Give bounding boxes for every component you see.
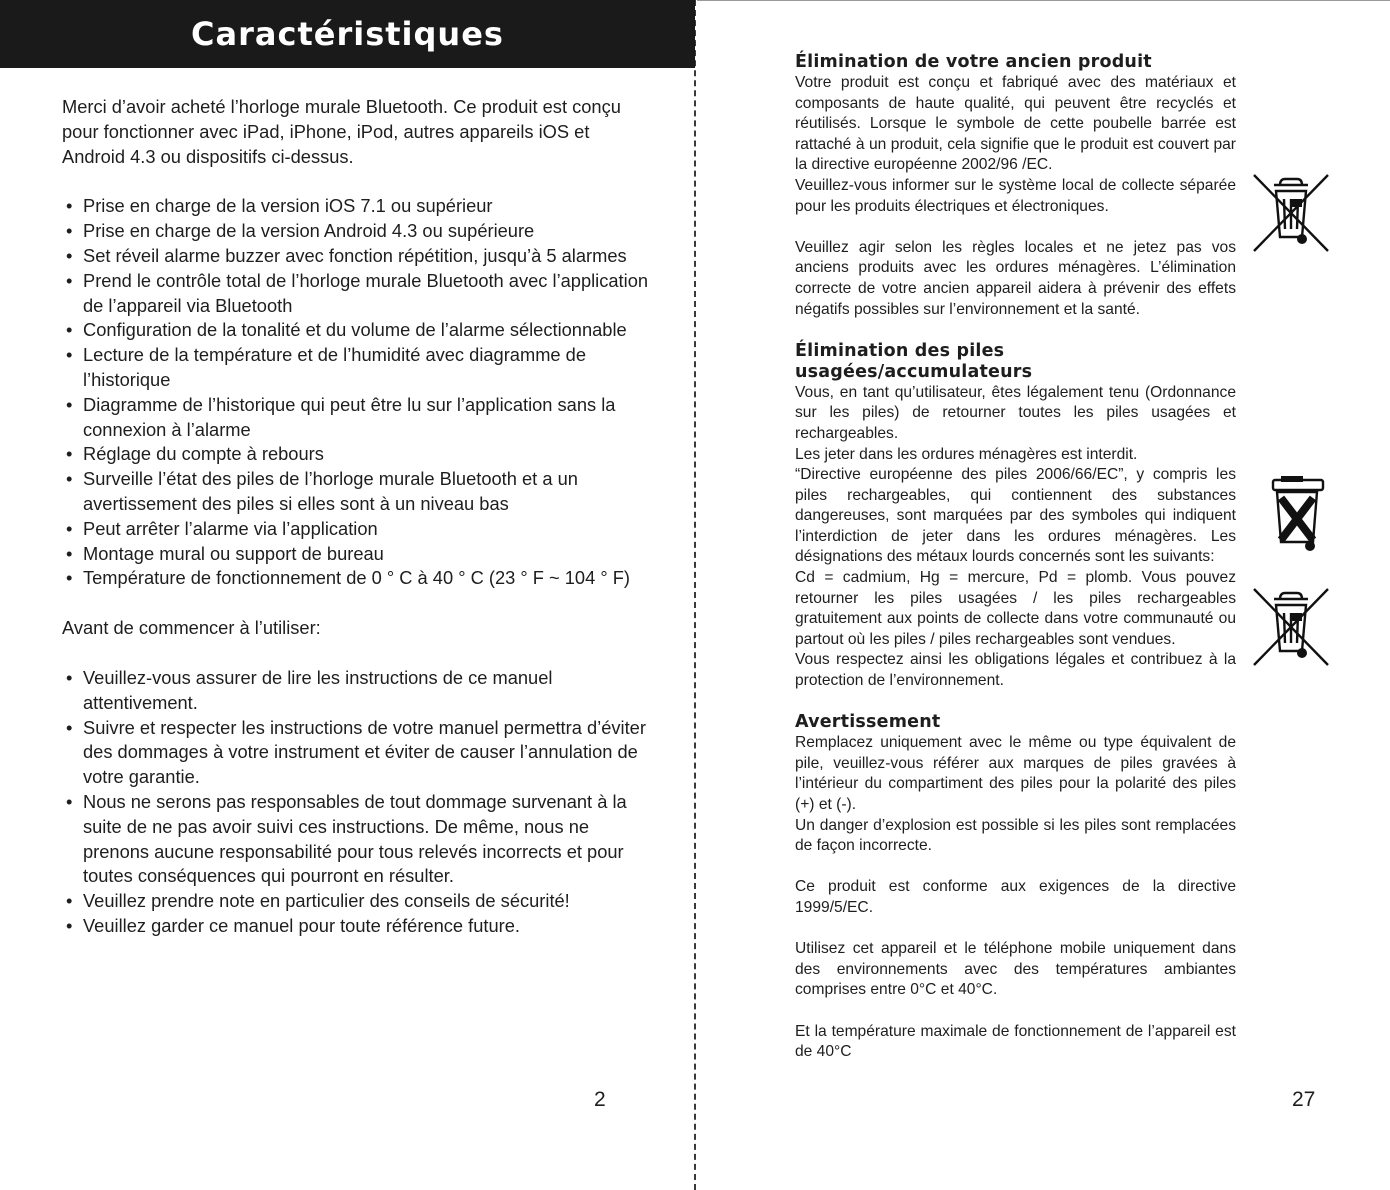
before-use-heading: Avant de commencer à l’utiliser: bbox=[62, 617, 321, 639]
before-use-item: • Veuillez-vous assurer de lire les instructions de ce manuel attentivement. bbox=[62, 666, 652, 716]
max-temp-paragraph: Et la température maximale de fonctionnement de l’appareil est de 40°C bbox=[795, 1022, 1236, 1061]
feature-item: • Température de fonctionnement de 0 ° C à 40 ° C (23 ° F ~ 104 ° F) bbox=[62, 566, 652, 591]
page-number-left: 2 bbox=[594, 1088, 606, 1111]
disposal-paragraph: Veuillez-vous informer sur le système local de collecte séparée pour les produits électriques et électroniques. bbox=[795, 176, 1236, 215]
feature-item: • Configuration de la tonalité et du volume de l’alarme sélectionnable bbox=[62, 318, 652, 343]
batteries-paragraph: “Directive européenne des piles 2006/66/EC”, y compris les piles rechargeables, qui contiennent des substances dangereuses, sont marquées par des symboles qui indiquent l’interdiction de jeter dans les ordures ménagères. Les désignations des métaux lourds concernés sont les suivants: bbox=[795, 466, 1236, 566]
feature-item: • Prise en charge de la version iOS 7.1 ou supérieur bbox=[62, 194, 652, 219]
feature-item: • Prise en charge de la version Android 4.3 ou supérieure bbox=[62, 219, 652, 244]
before-use-item: • Nous ne serons pas responsables de tout dommage survenant à la suite de ne pas avoir suivi ces instructions. De même, nous ne prenons aucune responsabilité pour tous relevés incorrects et pour toutes conséquences qui pourront en résulter. bbox=[62, 790, 652, 889]
section-heading-warning: Avertissement bbox=[795, 712, 941, 733]
section-header-bar bbox=[0, 0, 695, 68]
before-use-item: • Suivre et respecter les instructions de votre manuel permettra d’éviter des dommages à votre instrument et éviter de causer l’annulation de votre garantie. bbox=[62, 716, 652, 790]
feature-item: • Montage mural ou support de bureau bbox=[62, 542, 652, 567]
usage-paragraph: Utilisez cet appareil et le téléphone mobile uniquement dans des environnements avec des températures ambiantes comprises entre 0°C et 40°C. bbox=[795, 940, 1236, 999]
page-title: Caractéristiques bbox=[191, 15, 504, 53]
section-heading-disposal: Élimination de votre ancien produit bbox=[795, 52, 1152, 72]
disposal-paragraph: Votre produit est conçu et fabriqué avec des matériaux et composants de haute qualité, qui peuvent être recyclés et réutilisés. Lorsque le symbole de cette poubelle barrée est rattaché à un produit, cela signifie que le produit est couvert par la directive européenne 2002/96 /EC. bbox=[795, 74, 1236, 174]
warning-paragraph: Remplacez uniquement avec le même ou type équivalent de pile, veuillez-vous référer aux marques de piles gravées à l’intérieur du compartiment des piles pour la polarité des piles (+) et (-). bbox=[795, 734, 1236, 813]
feature-item: • Lecture de la température et de l’humidité avec diagramme de l’historique bbox=[62, 343, 652, 393]
directive-paragraph: Ce produit est conforme aux exigences de la directive 1999/5/EC. bbox=[795, 878, 1236, 916]
before-use-list bbox=[62, 666, 652, 939]
feature-list bbox=[62, 194, 652, 591]
feature-item: • Peut arrêter l’alarme via l’application bbox=[62, 517, 652, 542]
before-use-item: • Veuillez garder ce manuel pour toute référence future. bbox=[62, 914, 652, 939]
right-page-body bbox=[795, 52, 1236, 1063]
warning-paragraph: Un danger d’explosion est possible si les piles sont remplacées de façon incorrecte. bbox=[795, 816, 1236, 855]
feature-item: • Surveille l’état des piles de l’horloge murale Bluetooth et a un avertissement des piles si elles sont à un niveau bas bbox=[62, 467, 652, 517]
page-number-right: 27 bbox=[1292, 1088, 1316, 1111]
section-heading-batteries: Élimination des piles usagées/accumulateurs bbox=[795, 340, 1033, 382]
before-use-item: • Veuillez prendre note en particulier des conseils de sécurité! bbox=[62, 889, 652, 914]
batteries-paragraph: Vous respectez ainsi les obligations légales et contribuez à la protection de l’environnement. bbox=[795, 651, 1236, 690]
batteries-paragraph: Les jeter dans les ordures ménagères est interdit. bbox=[795, 445, 1138, 463]
feature-item: • Diagramme de l’historique qui peut être lu sur l’application sans la connexion à l’alarme bbox=[62, 393, 652, 443]
right-page-top-border bbox=[697, 0, 1390, 1]
batteries-paragraph: Vous, en tant qu’utilisateur, êtes légalement tenu (Ordonnance sur les piles) de retourner toutes les piles usagées et rechargeables. bbox=[795, 383, 1236, 442]
batteries-paragraph: Cd = cadmium, Hg = mercure, Pd = plomb. Vous pouvez retourner les piles usagées / les piles rechargeables gratuitement aux points de collecte dans votre communauté ou partout où les piles / piles rechargeables sont vendues. bbox=[795, 569, 1236, 648]
feature-item: • Prend le contrôle total de l’horloge murale Bluetooth avec l’application de l’appareil via Bluetooth bbox=[62, 269, 652, 319]
left-page-body bbox=[62, 95, 652, 939]
crossed-out-battery-bin-icon bbox=[1255, 474, 1337, 558]
feature-item: • Réglage du compte à rebours bbox=[62, 442, 652, 467]
crossed-out-wheelie-bin-icon bbox=[1250, 171, 1332, 255]
intro-paragraph: Merci d’avoir acheté l’horloge murale Bluetooth. Ce produit est conçu pour fonctionner avec iPad, iPhone, iPod, autres appareils iOS et Android 4.3 ou dispositifs ci-dessus. bbox=[62, 96, 621, 167]
feature-item: • Set réveil alarme buzzer avec fonction répétition, jusqu’à 5 alarmes bbox=[62, 244, 652, 269]
disposal-paragraph: Veuillez agir selon les règles locales et ne jetez pas vos anciens produits avec les ordures ménagères. L’élimination correcte de votre ancien appareil aidera à prévenir des effets négatifs possibles sur l’environnement et la santé. bbox=[795, 238, 1236, 318]
crossed-out-wheelie-bin-icon bbox=[1250, 585, 1332, 669]
